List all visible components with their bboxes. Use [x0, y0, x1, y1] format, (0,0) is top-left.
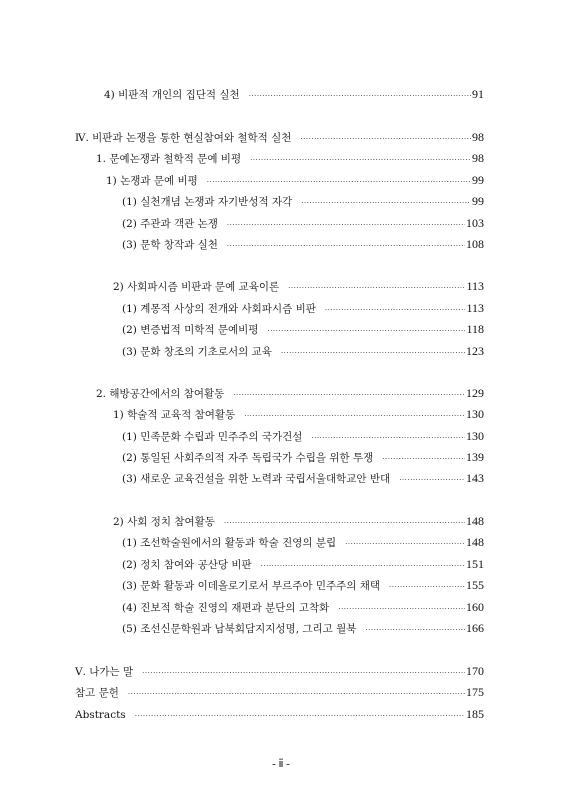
toc-entry-label: (1) 실천개념 논쟁과 자기반성적 자각: [122, 196, 293, 208]
toc-entry: [122, 301, 484, 317]
toc-entry: [122, 578, 484, 594]
toc-entry: [122, 621, 484, 637]
dot-leader: [338, 602, 465, 616]
toc-entry-label: (3) 문화 활동과 이데올로기로서 부르주아 민주주의 채택: [122, 580, 381, 592]
toc-entry-label: 1. 문예논쟁과 철학적 문예 비평: [96, 153, 242, 165]
toc-entry-label: (1) 조선학술원에서의 활동과 학술 진영의 분립: [122, 537, 337, 549]
toc-entry: [106, 173, 484, 189]
page-number-footer: - ⅱ -: [272, 758, 290, 770]
dot-leader: [244, 409, 465, 423]
toc-entry-page: 99: [472, 173, 484, 187]
dot-leader: [365, 623, 465, 637]
dot-leader: [233, 388, 465, 402]
toc-entry-label: (1) 계몽적 사상의 전개와 사회파시즘 비판: [122, 303, 316, 315]
toc-entry-label: (3) 새로운 교육건설을 위한 노력과 국립서울대학교안 반대: [122, 473, 391, 485]
toc-entry-page: 123: [466, 344, 484, 358]
toc-entry-label: (5) 조선신문학원과 남북회담지지성명, 그리고 월북: [122, 623, 357, 635]
toc-entry: [75, 707, 484, 723]
toc-entry-page: 185: [466, 707, 484, 721]
toc-entry-label: (2) 통일된 사회주의적 자주 독립국가 수립을 위한 투쟁: [122, 452, 374, 464]
toc-entry: [96, 386, 484, 402]
toc-entry-page: 91: [472, 87, 484, 101]
toc-entry-label: (1) 민족문화 수립과 민주주의 국가건설: [122, 431, 303, 443]
dot-leader: [250, 153, 471, 167]
dot-leader: [288, 281, 465, 295]
toc-entry-page: 139: [466, 450, 484, 464]
toc-entry-label: (2) 주관과 객관 논쟁: [122, 218, 218, 230]
toc-entry: [122, 322, 484, 338]
toc-entry-label: (3) 문화 창조의 기초로서의 교육: [122, 346, 272, 358]
dot-leader: [382, 452, 465, 466]
dot-leader: [135, 709, 465, 723]
toc-entry: [122, 429, 484, 445]
toc-entry-page: 129: [466, 386, 484, 400]
toc-entry: [96, 151, 484, 167]
dot-leader: [345, 537, 465, 551]
toc-entry-page: 118: [466, 322, 484, 336]
toc-entry-label: Ⅳ. 비판과 논쟁을 통한 현실참여와 철학적 실천: [75, 132, 292, 144]
dot-leader: [311, 431, 465, 445]
toc-entry-page: 130: [466, 429, 484, 443]
toc-entry-page: 143: [466, 471, 484, 485]
toc-entry: [122, 535, 484, 551]
toc-entry-page: 113: [466, 279, 484, 293]
toc-entry-page: 99: [472, 194, 484, 208]
toc-entry: [104, 87, 484, 103]
toc-entry-page: 113: [466, 301, 484, 315]
toc-entry-label: 2. 해방공간에서의 참여활동: [96, 388, 225, 400]
dot-leader: [389, 580, 465, 594]
toc-entry-label: 2) 사회파시즘 비판과 문예 교육이론: [113, 281, 280, 293]
toc-entry-page: 98: [472, 151, 484, 165]
dot-leader: [249, 89, 471, 103]
dot-leader: [300, 132, 471, 146]
dot-leader: [267, 324, 465, 338]
toc-entry: [113, 407, 484, 423]
dot-leader: [227, 218, 465, 232]
dot-leader: [207, 175, 471, 189]
toc-entry-page: 166: [466, 621, 484, 635]
toc-entry-page: 151: [466, 557, 484, 571]
toc-entry: [122, 344, 484, 360]
toc-entry: [75, 130, 484, 146]
toc-entry: [122, 237, 484, 253]
dot-leader: [227, 239, 465, 253]
toc-entry-label: 1) 논쟁과 문예 비평: [106, 175, 198, 187]
toc-entry: [122, 216, 484, 232]
dot-leader: [128, 687, 465, 701]
toc-entry: [75, 685, 484, 701]
toc-entry-page: 175: [466, 685, 484, 699]
toc-entry-page: 155: [466, 578, 484, 592]
dot-leader: [301, 196, 471, 210]
toc-entry: [75, 664, 484, 680]
toc-entry-page: 108: [466, 237, 484, 251]
toc-entry: [122, 450, 484, 466]
dot-leader: [142, 666, 465, 680]
dot-leader: [281, 346, 465, 360]
dot-leader: [224, 516, 465, 530]
toc-entry: [113, 279, 484, 295]
dot-leader: [399, 473, 465, 487]
toc-entry-label: (2) 정치 참여와 공산당 비판: [122, 559, 252, 571]
toc-entry-page: 170: [466, 664, 484, 678]
toc-entry-label: Ⅴ. 나가는 말: [75, 666, 134, 678]
toc-entry-page: 160: [466, 600, 484, 614]
toc-entry-page: 130: [466, 407, 484, 421]
toc-entry-page: 98: [472, 130, 484, 144]
toc-entry-page: 148: [466, 514, 484, 528]
toc-entry: [122, 194, 484, 210]
toc-entry: [122, 471, 484, 487]
toc-entry-label: 1) 학술적 교육적 참여활동: [113, 409, 236, 421]
dot-leader: [325, 303, 466, 317]
toc-entry-label: (3) 문학 창작과 실천: [122, 239, 218, 251]
toc-entry-page: 103: [466, 216, 484, 230]
toc-entry-label: Abstracts: [75, 709, 126, 721]
toc-entry: [122, 557, 484, 573]
toc-entry-page: 148: [466, 535, 484, 549]
toc-entry-label: (2) 변증법적 미학적 문예비평: [122, 324, 259, 336]
toc-entry-label: 참고 문헌: [75, 687, 119, 699]
toc-entry-label: 2) 사회 정치 참여활동: [113, 516, 215, 528]
toc-entry-label: 4) 비판적 개인의 집단적 실천: [104, 89, 240, 101]
toc-entry: [113, 514, 484, 530]
dot-leader: [261, 559, 465, 573]
toc-entry-label: (4) 진보적 학술 진영의 재편과 분단의 고착화: [122, 602, 330, 614]
toc-entry: [122, 600, 484, 616]
